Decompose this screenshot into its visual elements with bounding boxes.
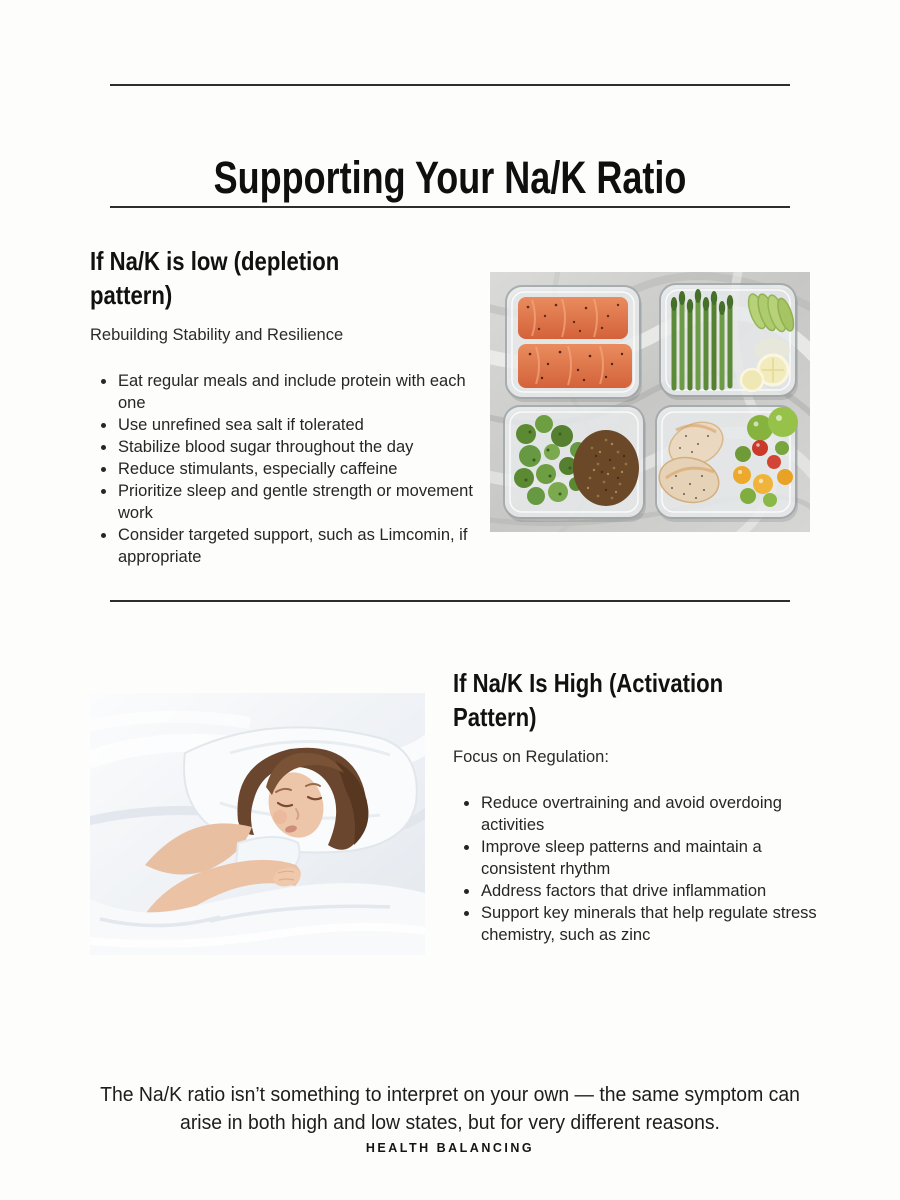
brand-footer: HEALTH BALANCING <box>365 1141 535 1155</box>
closing-note: The Na/K ratio isn’t something to interpret on your own — the same symptom can arise in both high and low states, but for very different reasons. <box>100 1084 800 1134</box>
list-item: • Reduce stimulants, especially caffeine <box>117 458 482 480</box>
list-item: • Prioritize sleep and gentle strength or movement work <box>117 480 482 524</box>
list-item: • Use unrefined sea salt if tolerated <box>117 414 482 436</box>
high-section-bullet-list <box>453 792 833 946</box>
top-divider <box>110 84 790 86</box>
low-section-heading: If Na/K is low (depletion pattern) <box>90 246 340 310</box>
low-nak-section <box>90 244 482 568</box>
page-title: Supporting Your Na/K Ratio <box>213 152 687 204</box>
list-item: • Reduce overtraining and avoid overdoing activities <box>480 792 833 836</box>
low-section-bullet-list <box>90 370 482 568</box>
list-item: • Support key minerals that help regulate stress chemistry, such as zinc <box>480 902 833 946</box>
meal-prep-image <box>490 272 810 532</box>
title-divider <box>110 206 790 208</box>
list-item: • Consider targeted support, such as Limcomin, if appropriate <box>117 524 482 568</box>
high-nak-section <box>453 666 833 946</box>
low-section-subheading: Rebuilding Stability and Resilience <box>90 326 344 344</box>
middle-divider <box>110 600 790 602</box>
list-item: • Improve sleep patterns and maintain a consistent rhythm <box>480 836 833 880</box>
list-item: • Address factors that drive inflammation <box>480 880 833 902</box>
high-section-heading: If Na/K Is High (Activation Pattern) <box>453 668 724 732</box>
list-item: • Eat regular meals and include protein with each one <box>117 370 482 414</box>
sleeping-woman-image <box>90 693 425 955</box>
list-item: • Stabilize blood sugar throughout the day <box>117 436 482 458</box>
high-section-subheading: Focus on Regulation: <box>453 748 609 766</box>
